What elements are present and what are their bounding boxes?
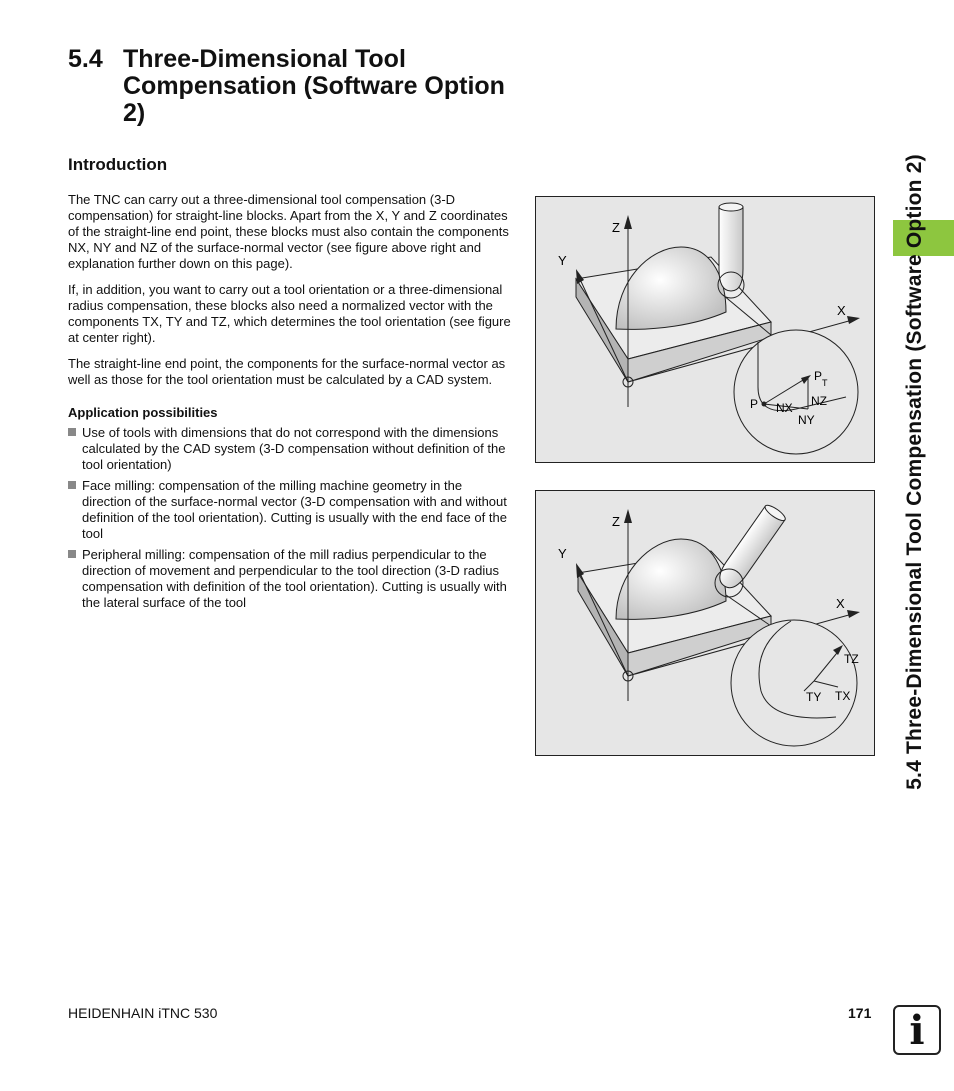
bullet-square-icon [68, 428, 76, 436]
bullet-item [68, 478, 513, 542]
intro-heading: Introduction [68, 155, 168, 174]
figure-surface-normal [535, 196, 875, 463]
bullet-item [68, 547, 513, 611]
label-ty: TY [806, 690, 822, 704]
side-title-text: 5.4 Three-Dimensional Tool Compensation (Software Option 2) [903, 154, 926, 790]
footer-manual-name: HEIDENHAIN iTNC 530 [68, 1005, 218, 1021]
bullet-item [68, 425, 513, 473]
bullet-text: Face milling: compensation of the milling machine geometry in the direction of the surface-normal vector (3-D compensation with and without definition of the tool orientation). Cutting is usually with the end face of the tool [82, 478, 507, 541]
label-pt-sub: T [822, 378, 828, 388]
axis-label-x: X [836, 596, 845, 611]
paragraph: The straight-line end point, the components for the surface-normal vector as well as those for the tool orientation must be calculated by a CAD system. [68, 356, 506, 387]
figure-tool-orientation [535, 490, 875, 756]
label-ny: NY [798, 413, 815, 427]
bullet-text: Peripheral milling: compensation of the mill radius perpendicular to the direction of movement and perpendicular to the tool direction (3-D radius compensation with definition of the tool orientation). Cutting is usually with the lateral surface of the tool [82, 547, 507, 610]
axis-label-z: Z [612, 220, 620, 235]
section-title-text: Three-Dimensional Tool Compensation (Software Option 2) [123, 45, 505, 127]
section-number: 5.4 [68, 45, 103, 73]
label-nx: NX [776, 401, 793, 415]
axis-label-y: Y [558, 253, 567, 268]
label-tz: TZ [844, 652, 859, 666]
info-icon: i [893, 1005, 941, 1055]
side-running-title [890, 40, 940, 840]
paragraph: If, in addition, you want to carry out a tool orientation or a three-dimensional radius compensation, these blocks also need a normalized vector with the components TX, TY and TZ, which determines the tool orientation (see figure at center right). [68, 282, 511, 345]
label-p: P [750, 397, 759, 411]
axis-label-z: Z [612, 514, 620, 529]
page-number: 171 [848, 1005, 872, 1021]
body-column [68, 192, 513, 616]
label-nz: NZ [811, 394, 827, 408]
bullet-text: Use of tools with dimensions that do not correspond with the dimensions calculated by the CAD system (3-D compensation without definition of the tool orientation) [82, 425, 506, 472]
application-heading: Application possibilities [68, 405, 218, 420]
section-title [68, 46, 508, 127]
bullet-square-icon [68, 550, 76, 558]
paragraph: The TNC can carry out a three-dimensional tool compensation (3-D compensation) for straight-line blocks. Apart from the X, Y and Z coordinates of the straight-line end point, these blocks must also contain the components NX, NY and NZ of the surface-normal vector (see figure above right and explanation further down on this page). [68, 192, 509, 271]
label-pt: P [814, 369, 823, 383]
label-tx: TX [835, 689, 851, 703]
axis-label-y: Y [558, 546, 567, 561]
axis-label-x: X [837, 303, 846, 318]
bullet-square-icon [68, 481, 76, 489]
